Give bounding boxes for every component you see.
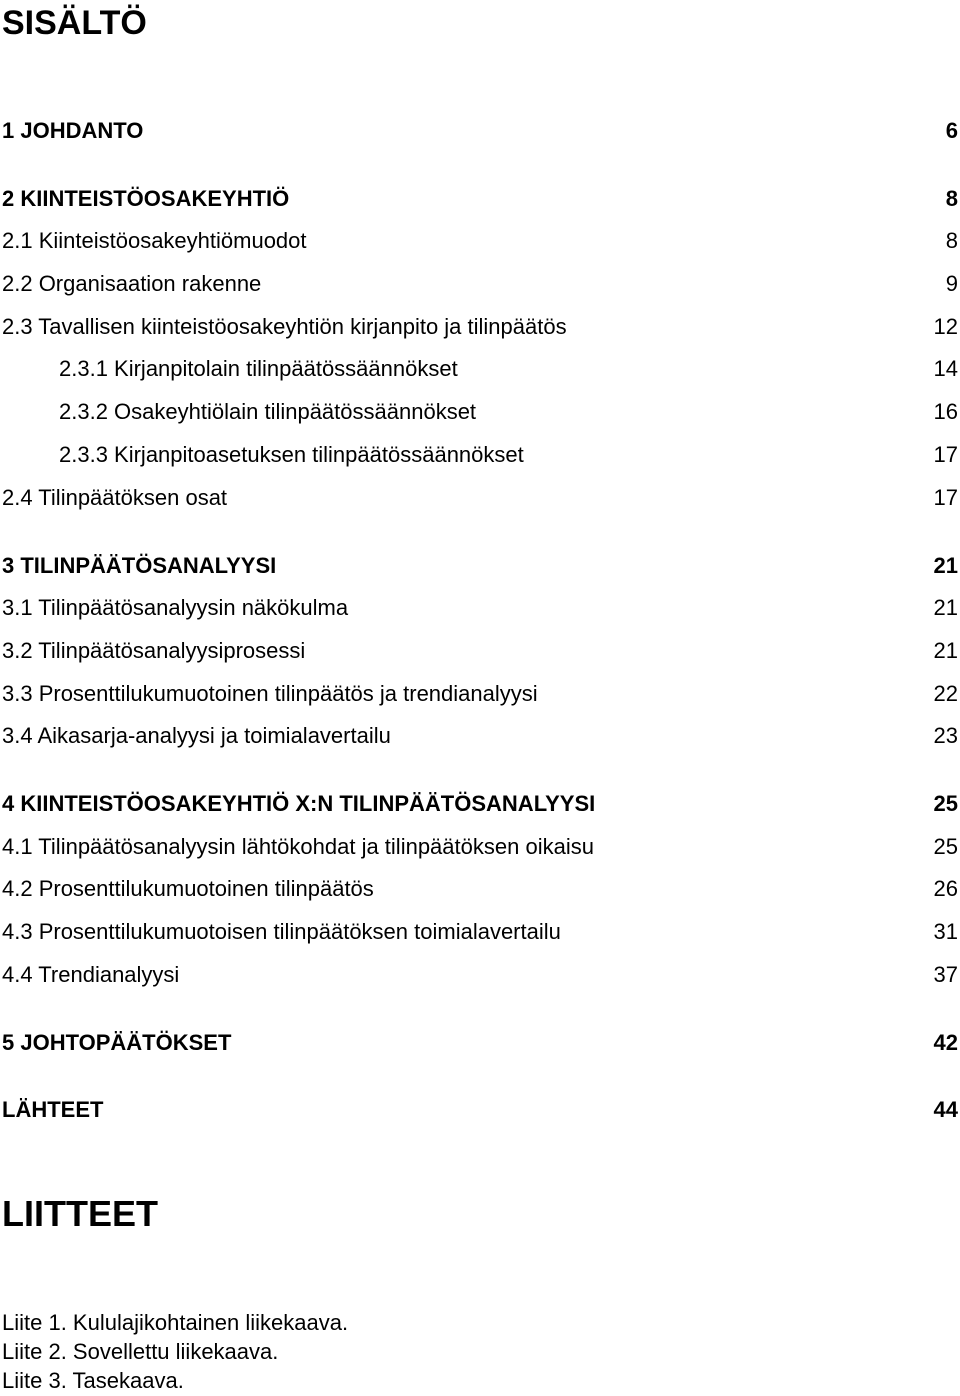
toc-entry-label: 2 KIINTEISTÖOSAKEYHTIÖ xyxy=(2,186,290,211)
toc-entry-page: 25 xyxy=(933,791,958,816)
toc-entry-page: 42 xyxy=(933,1030,958,1055)
toc-entry-label: 5 JOHTOPÄÄTÖKSET xyxy=(2,1030,232,1055)
toc-entry-5-johtopaatokset[interactable] xyxy=(2,1028,958,1058)
toc-entry-3-tilinpaatosanalyysi[interactable] xyxy=(2,551,958,581)
toc-entry-page: 21 xyxy=(933,595,958,620)
toc-entry-label: 3 TILINPÄÄTÖSANALYYSI xyxy=(2,553,277,578)
toc-entry-3-2[interactable] xyxy=(2,636,958,666)
toc-entry-page: 25 xyxy=(933,834,958,859)
toc-entry-page: 31 xyxy=(933,919,958,944)
toc-entry-page: 12 xyxy=(933,314,958,339)
toc-entry-label: 4.4 Trendianalyysi xyxy=(2,962,180,987)
toc-entry-page: 8 xyxy=(945,228,958,253)
toc-entry-page: 37 xyxy=(933,962,958,987)
toc-entry-2-3-1[interactable] xyxy=(2,354,958,384)
toc-entry-page: 21 xyxy=(933,553,958,578)
toc-entry-2-2[interactable] xyxy=(2,269,958,299)
toc-entry-page: 17 xyxy=(933,485,958,510)
toc-entry-2-3-2[interactable] xyxy=(2,397,958,427)
toc-entry-label: 3.4 Aikasarja-analyysi ja toimialavertailu xyxy=(2,723,391,748)
toc-entry-page: 22 xyxy=(933,681,958,706)
toc-entry-label: 3.2 Tilinpäätösanalyysiprosessi xyxy=(2,638,306,663)
toc-entry-page: 8 xyxy=(945,186,958,211)
toc-entry-label: 2.2 Organisaation rakenne xyxy=(2,271,262,296)
toc-entry-label: 3.1 Tilinpäätösanalyysin näkökulma xyxy=(2,595,349,620)
toc-entry-2-kiinteistoosakeyhtio[interactable] xyxy=(2,184,958,214)
toc-entry-page: 23 xyxy=(933,723,958,748)
toc-entry-page: 16 xyxy=(933,399,958,424)
attachments-title: LIITTEET xyxy=(2,1193,158,1234)
toc-entry-2-3-3[interactable] xyxy=(2,440,958,470)
attachment-item: Liite 2. Sovellettu liikekaava. xyxy=(2,1339,279,1364)
attachment-item: Liite 3. Tasekaava. xyxy=(2,1368,184,1393)
toc-entry-label: 4.1 Tilinpäätösanalyysin lähtökohdat ja tilinpäätöksen oikaisu xyxy=(2,834,594,859)
attachment-item: Liite 1. Kululajikohtainen liikekaava. xyxy=(2,1310,349,1335)
toc-entry-label: 2.1 Kiinteistöosakeyhtiömuodot xyxy=(2,228,307,253)
toc-entry-label: 2.3.3 Kirjanpitoasetuksen tilinpäätössäännökset xyxy=(59,442,524,467)
toc-entry-2-3[interactable] xyxy=(2,312,958,342)
toc-entry-page: 26 xyxy=(933,876,958,901)
toc-entry-label: 4.2 Prosenttilukumuotoinen tilinpäätös xyxy=(2,876,374,901)
toc-entry-label: 2.3.2 Osakeyhtiölain tilinpäätössäännökset xyxy=(59,399,477,424)
toc-entry-label: 4.3 Prosenttilukumuotoisen tilinpäätöksen toimialavertailu xyxy=(2,919,561,944)
toc-entry-4-4[interactable] xyxy=(2,960,958,990)
toc-entry-4-1[interactable] xyxy=(2,832,958,862)
toc-entry-lahteet[interactable] xyxy=(2,1095,958,1125)
toc-entry-2-4[interactable] xyxy=(2,483,958,513)
toc-entry-4-3[interactable] xyxy=(2,917,958,947)
toc-entry-3-3[interactable] xyxy=(2,679,958,709)
toc-entry-label: 4 KIINTEISTÖOSAKEYHTIÖ X:N TILINPÄÄTÖSANALYYSI xyxy=(2,791,596,816)
toc-entry-page: 44 xyxy=(933,1097,958,1122)
toc-entry-label: LÄHTEET xyxy=(2,1097,104,1122)
toc-entry-4-2[interactable] xyxy=(2,874,958,904)
toc-entry-label: 2.4 Tilinpäätöksen osat xyxy=(2,485,228,510)
toc-entry-page: 17 xyxy=(933,442,958,467)
toc-entry-3-4[interactable] xyxy=(2,721,958,751)
toc-entry-page: 6 xyxy=(945,118,958,143)
toc-entry-label: 3.3 Prosenttilukumuotoinen tilinpäätös ja trendianalyysi xyxy=(2,681,538,706)
toc-entry-4-analyysi[interactable] xyxy=(2,789,958,819)
toc-entry-label: 2.3.1 Kirjanpitolain tilinpäätössäännökset xyxy=(59,356,458,381)
toc-entry-label: 1 JOHDANTO xyxy=(2,118,144,143)
toc-entry-label: 2.3 Tavallisen kiinteistöosakeyhtiön kirjanpito ja tilinpäätös xyxy=(2,314,567,339)
toc-entry-page: 9 xyxy=(945,271,958,296)
toc-entry-page: 21 xyxy=(933,638,958,663)
toc-entry-page: 14 xyxy=(933,356,958,381)
toc-entry-3-1[interactable] xyxy=(2,593,958,623)
toc-entry-2-1[interactable] xyxy=(2,226,958,256)
toc-title: SISÄLTÖ xyxy=(2,4,147,42)
toc-entry-1-johdanto[interactable] xyxy=(2,116,958,146)
